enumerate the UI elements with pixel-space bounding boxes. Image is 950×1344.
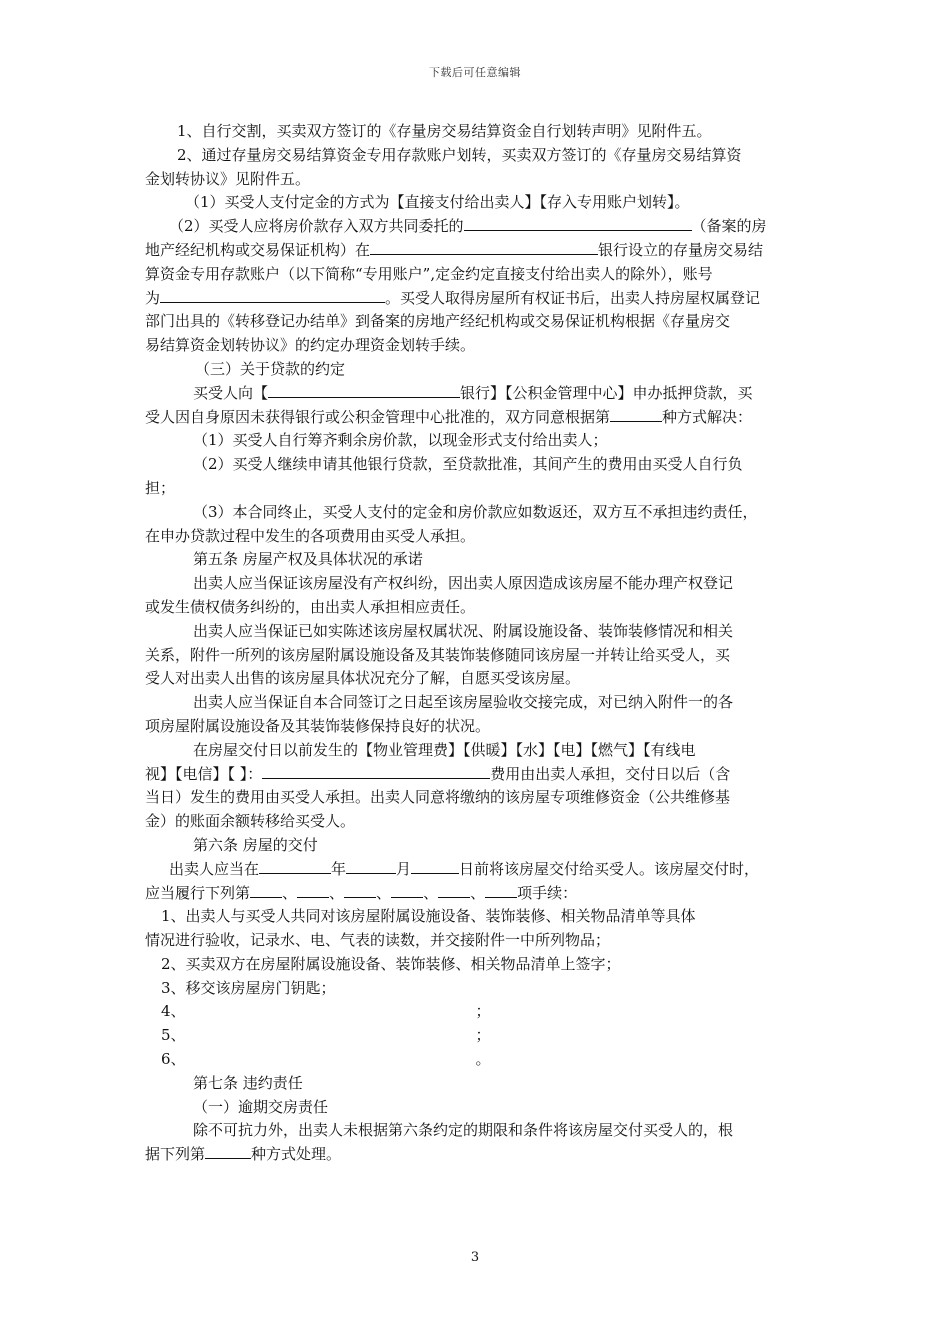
document-body: [145, 120, 813, 1167]
paragraph: [145, 406, 813, 430]
paragraph: 出卖人应当保证自本合同签订之日起至该房屋验收交接完成，对已纳入附件一的各: [193, 693, 734, 712]
paragraph: 2、通过存量房交易结算资金专用存款账户划转，买卖双方签订的《存量房交易结算资: [177, 145, 742, 164]
page-header: 下载后可任意编辑: [429, 66, 521, 79]
blank-field[interactable]: [160, 288, 385, 303]
list-item: [145, 1048, 813, 1072]
paragraph: [145, 1143, 813, 1167]
text: 银行】【公积金管理中心】申办抵押贷款，买: [460, 383, 753, 402]
blank-field[interactable]: [250, 883, 282, 898]
blank-field[interactable]: [610, 407, 662, 422]
text: 年: [331, 859, 347, 878]
punctuation: ；: [475, 1002, 491, 1021]
list-item: [145, 1000, 813, 1024]
item-number: 4、: [161, 1002, 186, 1021]
paragraph: 担；: [145, 478, 176, 497]
paragraph: 金）的账面余额转移给买受人。: [145, 812, 356, 831]
paragraph: （2）买受人继续申请其他银行贷款，至贷款批准，其间产生的费用由买受人自行负: [193, 455, 743, 474]
text: 项手续：: [517, 883, 578, 902]
paragraph: 部门出具的《转移登记办结单》到备案的房地产经纪机构或交易保证机构根据《存量房交: [145, 312, 731, 331]
text: 买受人向【: [193, 383, 269, 402]
paragraph: 关系，附件一所列的该房屋附属设施设备及其装饰装修随同该房屋一并转让给买受人，买: [145, 645, 731, 664]
page-number: 3: [470, 1250, 480, 1265]
text: 种方式处理。: [251, 1145, 342, 1164]
paragraph: 情况进行验收，记录水、电、气表的读数，并交接附件一中所列物品；: [145, 931, 611, 950]
blank-field[interactable]: [344, 883, 376, 898]
item-number: 6、: [161, 1050, 186, 1069]
paragraph: 易结算资金划转协议》的约定办理资金划转手续。: [145, 336, 476, 355]
text: 为: [145, 288, 161, 307]
text: 受人因自身原因未获得银行或公积金管理中心批准的，双方同意根据第: [145, 407, 611, 426]
paragraph: [145, 215, 813, 239]
paragraph: [145, 763, 813, 787]
section-heading: （三）关于贷款的约定: [195, 359, 346, 378]
blank-field[interactable]: [485, 883, 517, 898]
paragraph: [145, 858, 813, 882]
separator: 、: [376, 883, 392, 902]
paragraph: 1、自行交割，买卖双方签订的《存量房交易结算资金自行划转声明》见附件五。: [177, 122, 712, 140]
paragraph: （1）买受人自行筹齐剩余房价款，以现金形式支付给出卖人；: [193, 431, 608, 450]
text: 出卖人应当在: [169, 859, 260, 878]
text: 银行设立的存量房交易结: [598, 240, 764, 259]
paragraph: 受人对出卖人出售的该房屋具体状况充分了解，自愿买受该房屋。: [145, 669, 581, 688]
list-item: [145, 1024, 813, 1048]
separator: 、: [329, 883, 345, 902]
text: 据下列第: [145, 1145, 206, 1164]
paragraph: [145, 882, 813, 906]
blank-field[interactable]: [297, 883, 329, 898]
text: 月: [396, 859, 412, 878]
day-blank[interactable]: [411, 859, 459, 874]
paragraph: 项房屋附属设施设备及其装饰装修保持良好的状况。: [145, 716, 491, 735]
paragraph: 1、出卖人与买受人共同对该房屋附属设施设备、装饰装修、相关物品清单等具体: [161, 907, 696, 926]
paragraph: 2、买卖双方在房屋附属设施设备、装饰装修、相关物品清单上签字；: [161, 954, 621, 973]
paragraph: 出卖人应当保证已如实陈述该房屋权属状况、附属设施设备、装饰装修情况和相关: [193, 621, 734, 640]
month-blank[interactable]: [346, 859, 396, 874]
paragraph: 算资金专用存款账户（以下简称“专用账户”,定金约定直接支付给出卖人的除外），账号: [145, 264, 713, 283]
punctuation: ；: [475, 1026, 491, 1045]
blank-field[interactable]: [464, 216, 692, 231]
paragraph: 金划转协议》见附件五。: [145, 169, 311, 188]
paragraph: （1）买受人支付定金的方式为【直接支付给出卖人】【存入专用账户划转】。: [185, 193, 690, 212]
paragraph: [145, 287, 813, 311]
blank-field[interactable]: [438, 883, 470, 898]
paragraph: 除不可抗力外，出卖人未根据第六条约定的期限和条件将该房屋交付买受人的，根: [193, 1121, 734, 1140]
punctuation: 。: [475, 1050, 491, 1069]
blank-field[interactable]: [262, 764, 490, 779]
text: 地产经纪机构或交易保证机构）在: [145, 240, 371, 259]
paragraph: （3）本合同终止，买受人支付的定金和房价款应如数返还，双方互不承担违约责任，: [193, 502, 758, 521]
text: 视】【电信】【 】：: [145, 764, 263, 783]
blank-field[interactable]: [370, 240, 598, 255]
blank-field[interactable]: [391, 883, 423, 898]
separator: 、: [282, 883, 298, 902]
paragraph: 在房屋交付日以前发生的【物业管理费】【供暖】【水】【电】【燃气】【有线电: [193, 740, 696, 759]
year-blank[interactable]: [259, 859, 331, 874]
article-heading: 第五条 房屋产权及具体状况的承诺: [193, 550, 423, 569]
paragraph: 或发生债权债务纠纷的，由出卖人承担相应责任。: [145, 597, 476, 616]
paragraph: [145, 382, 813, 406]
paragraph: 出卖人应当保证该房屋没有产权纠纷，因出卖人原因造成该房屋不能办理产权登记: [193, 574, 734, 593]
text: 费用由出卖人承担，交付日以后（含: [490, 764, 731, 783]
text: 应当履行下列第: [145, 883, 251, 902]
text: （备案的房: [691, 217, 767, 236]
section-heading: （一）逾期交房责任: [193, 1097, 329, 1116]
paragraph: 在申办贷款过程中发生的各项费用由买受人承担。: [145, 526, 476, 545]
paragraph: 3、移交该房屋房门钥匙；: [161, 978, 336, 997]
separator: 、: [423, 883, 439, 902]
text: （2）买受人应将房价款存入双方共同委托的: [169, 217, 464, 236]
item-number: 5、: [161, 1026, 186, 1045]
text: 种方式解决：: [662, 407, 753, 426]
blank-field[interactable]: [268, 383, 460, 398]
text: 。买受人取得房屋所有权证书后，出卖人持房屋权属登记: [385, 288, 761, 307]
paragraph: [145, 239, 813, 263]
article-heading: 第七条 违约责任: [193, 1073, 303, 1092]
separator: 、: [470, 883, 486, 902]
paragraph: 当日）发生的费用由买受人承担。出卖人同意将缴纳的该房屋专项维修资金（公共维修基: [145, 788, 731, 807]
blank-field[interactable]: [205, 1144, 251, 1159]
article-heading: 第六条 房屋的交付: [193, 835, 318, 854]
text: 日前将该房屋交付给买受人。该房屋交付时，: [459, 859, 760, 878]
